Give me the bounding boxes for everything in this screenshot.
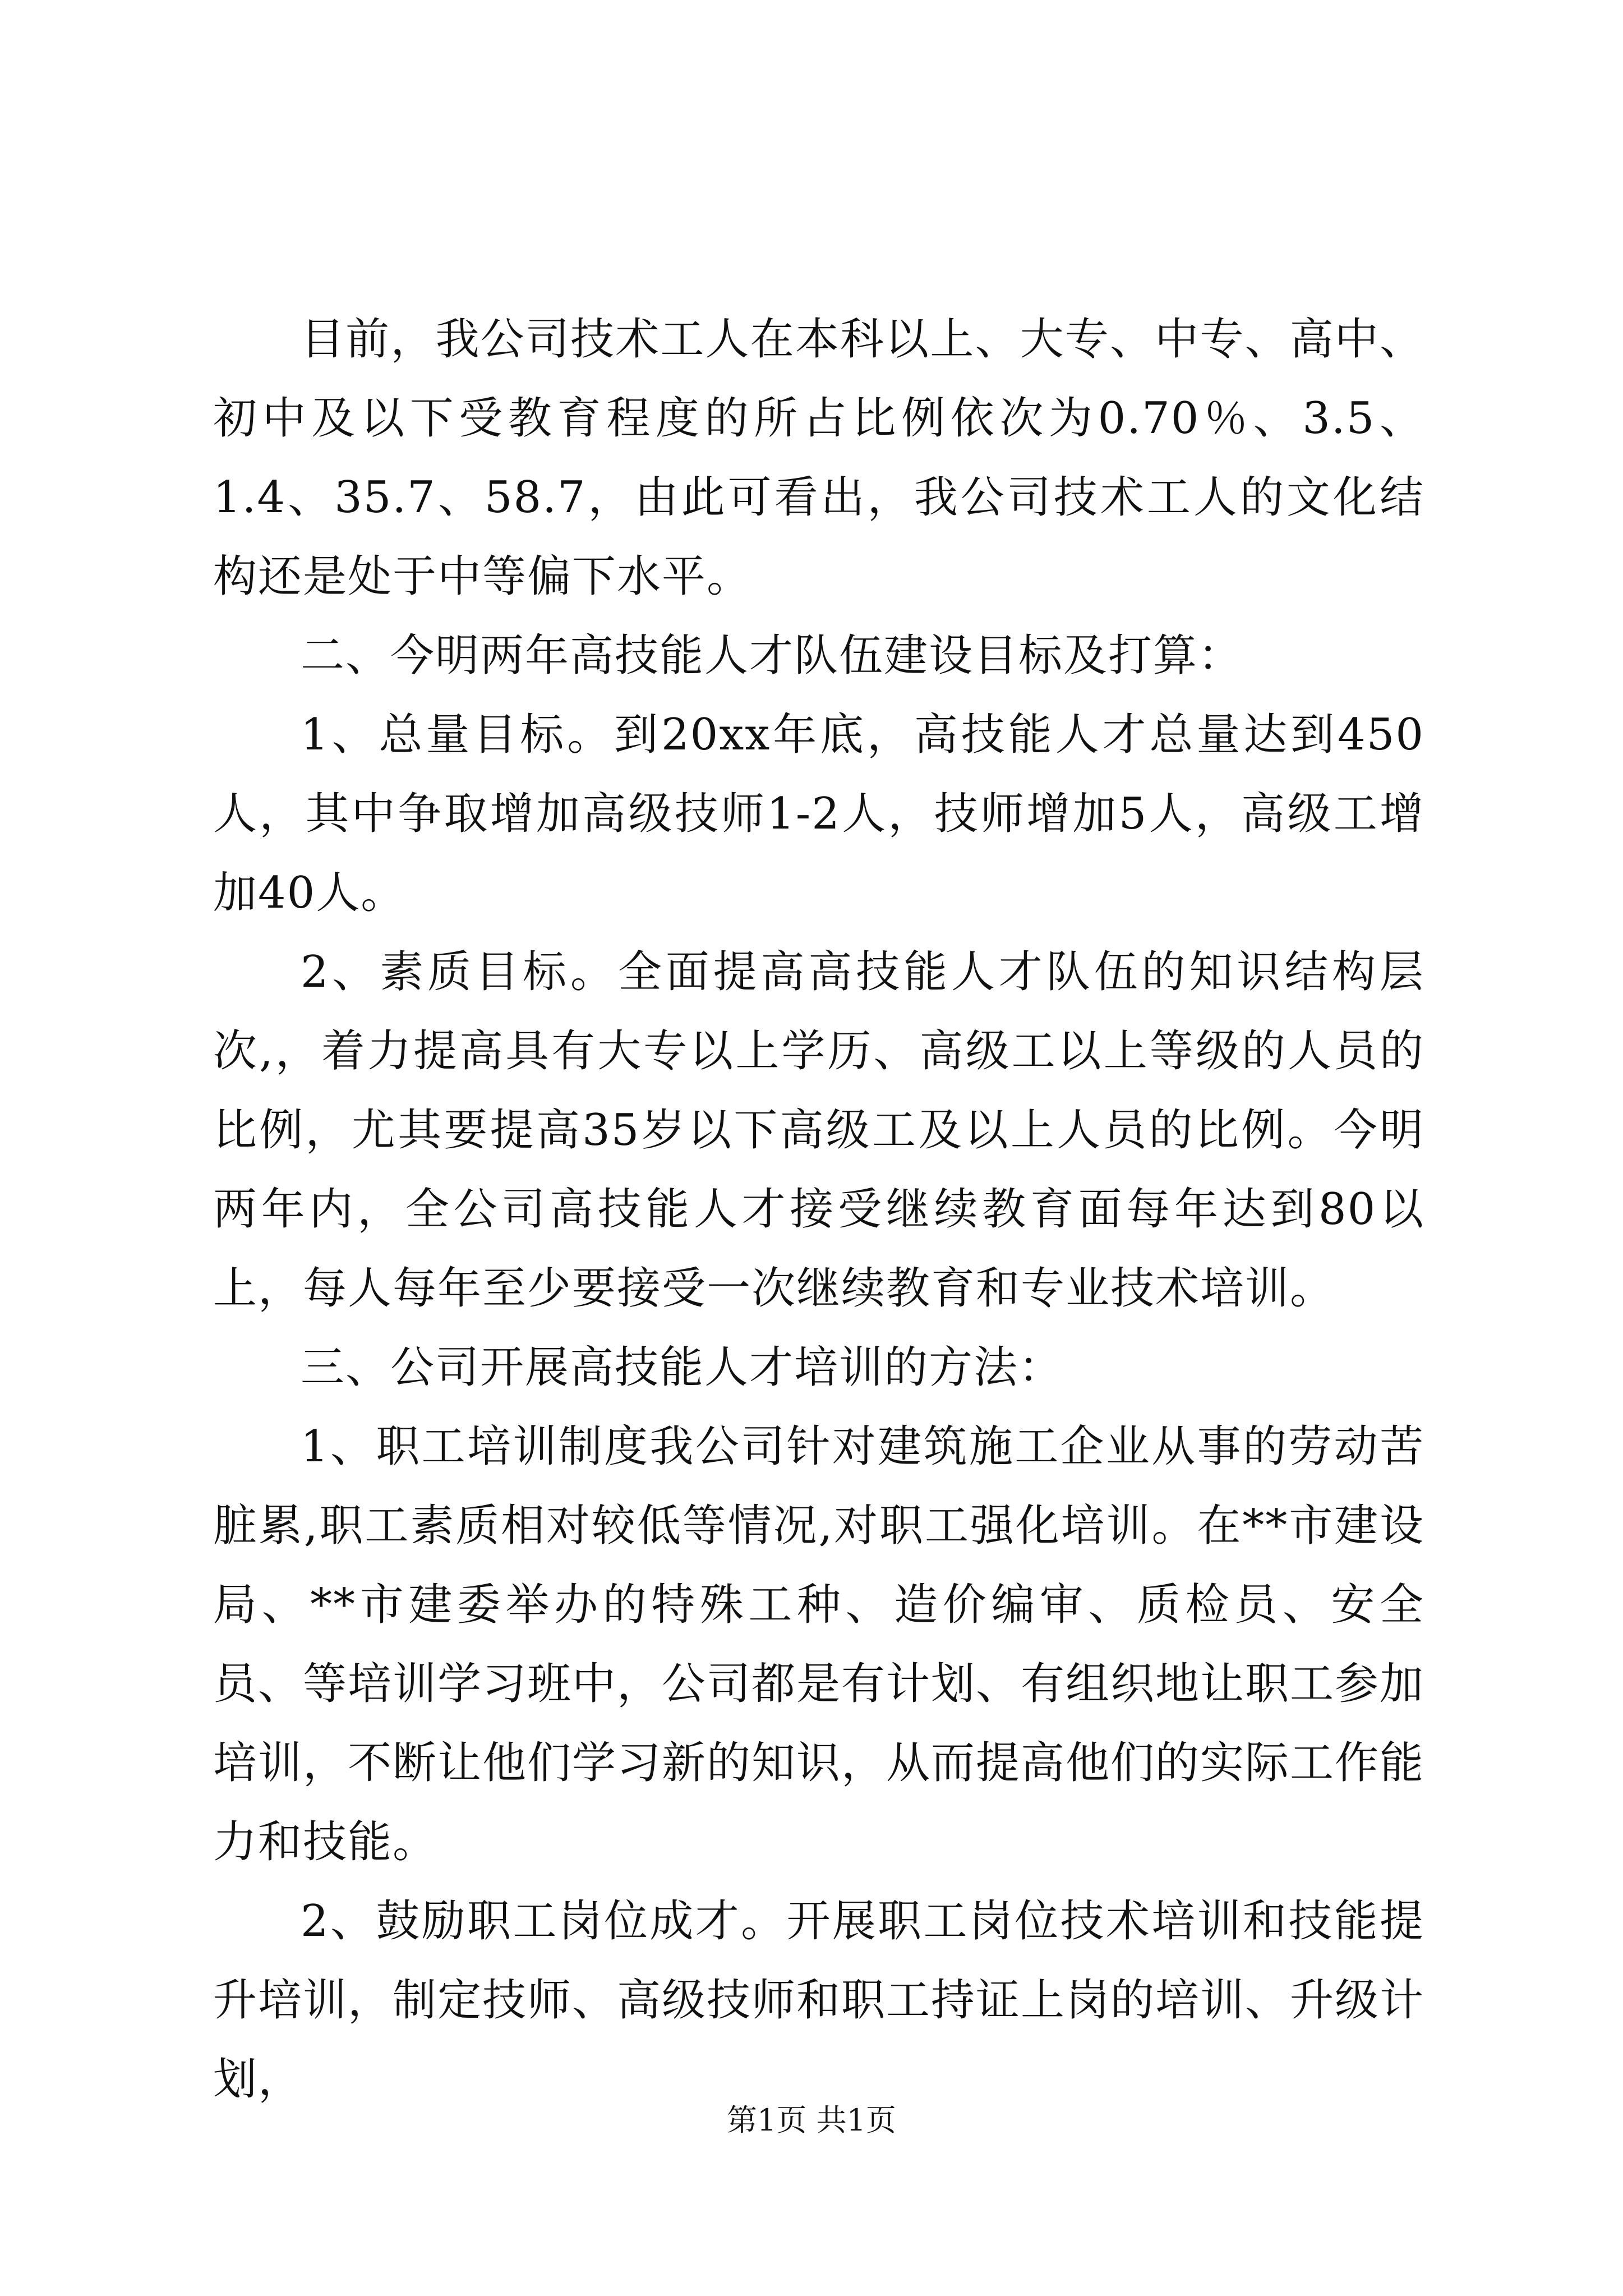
heading-section-two: 二、今明两年高技能人才队伍建设目标及打算： [301,631,1243,681]
paragraph-total-target: 1、总量目标。到20xx年底，高技能人才总量达到450人，其中争取增加高级技师1-2人，技师增加5人，高级工增加40人。 [213,710,1424,918]
paragraph-quality-target: 2、素质目标。全面提高高技能人才队伍的知识结构层次,，着力提高具有大专以上学历、高级工以上等级的人员的比例，尤其要提高35岁以下高级工及以上人员的比例。今明两年内，全公司高技能人才接受继续教育面每年达到80以上，每人每年至少要接受一次继续教育和专业技术培训。 [213,947,1424,1314]
heading-section-three: 三、公司开展高技能人才培训的方法： [301,1342,1064,1393]
paragraph-education-ratio: 目前，我公司技术工人在本科以上、大专、中专、高中、初中及以下受教育程度的所占比例依次为0.70％、3.5、1.4、35.7、58.7，由此可看出，我公司技术工人的文化结构还是处于中等偏下水平。 [213,314,1424,602]
document-body [213,300,1424,2119]
paragraph-training-system: 1、职工培训制度我公司针对建筑施工企业从事的劳动苦脏累,职工素质相对较低等情况,对职工强化培训。在**市建设局、**市建委举办的特殊工种、造价编审、质检员、安全员、等培训学习班中，公司都是有计划、有组织地让职工参加培训，不断让他们学习新的知识，从而提高他们的实际工作能力和技能。 [213,1421,1425,1867]
paragraph-encourage-staff: 2、鼓励职工岗位成才。开展职工岗位技术培训和技能提升培训，制定技师、高级技师和职工持证上岗的培训、升级计划， [213,1896,1425,2105]
page-footer: 第1页 共1页 [727,2102,896,2138]
